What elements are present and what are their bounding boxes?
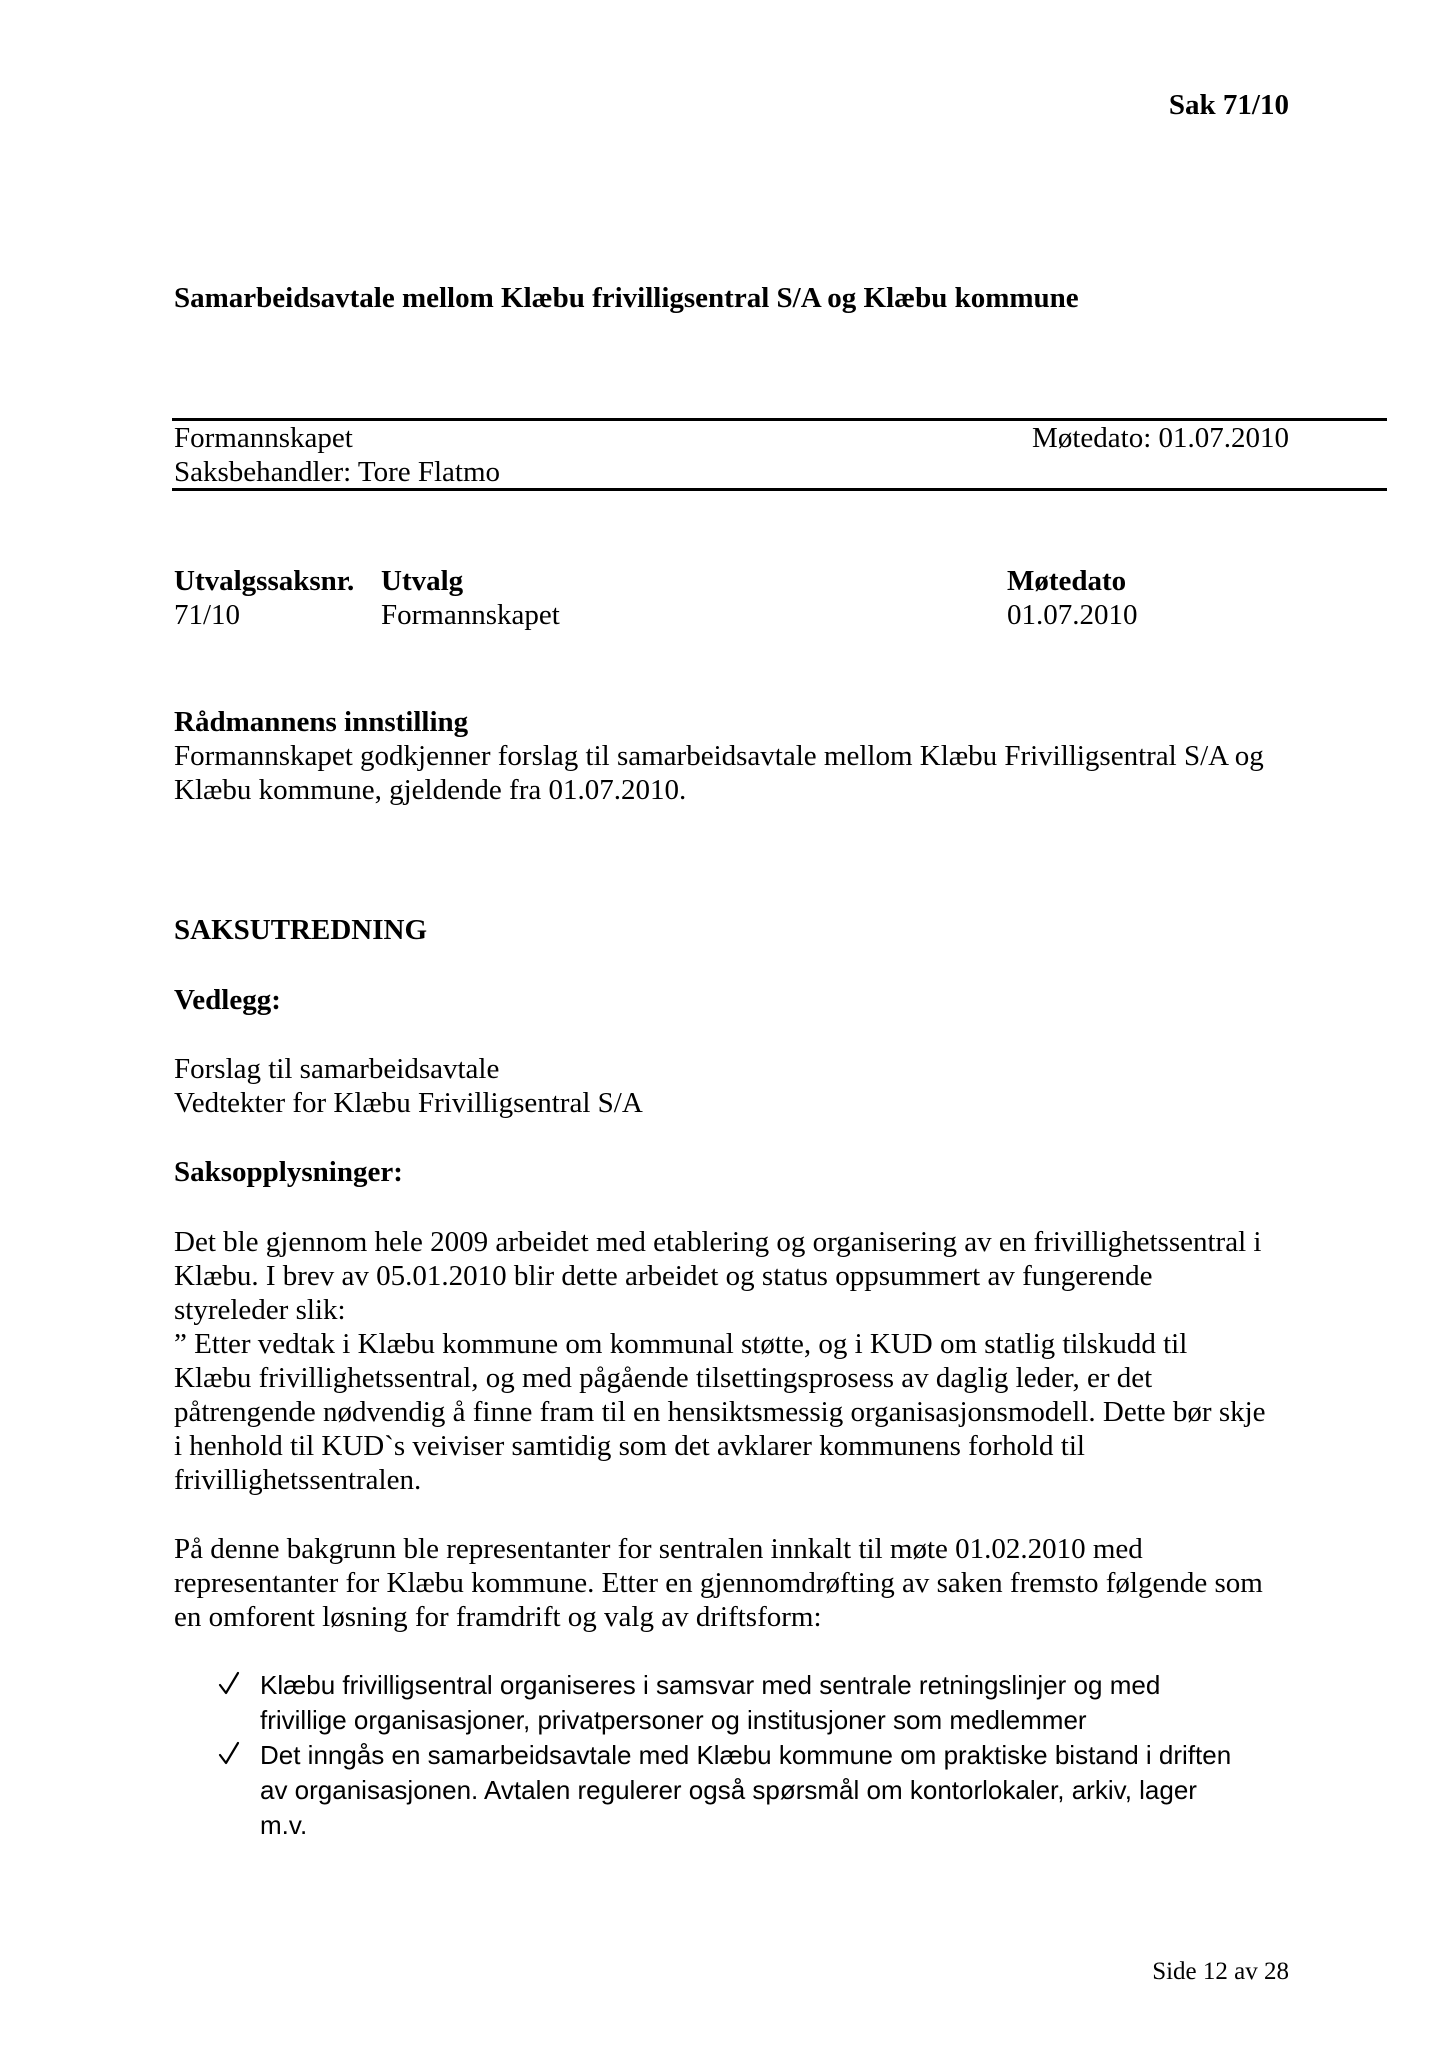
facts-heading: Saksopplysninger: <box>174 1156 403 1188</box>
paragraph-line: representanter for Klæbu kommune. Etter en gjennomdrøfting av saken fremsto følgende som <box>174 1567 1263 1599</box>
table-cell-case-number: 71/10 <box>174 599 241 631</box>
checklist-line: Det inngås en samarbeidsavtale med Klæbu kommune om praktiske bistand i driften <box>260 1740 1232 1770</box>
case-handler: Saksbehandler: Tore Flatmo <box>174 456 501 488</box>
table-header-meeting-date: Møtedato <box>1007 565 1127 597</box>
section-heading: SAKSUTREDNING <box>174 914 427 946</box>
paragraph-line: Det ble gjennom hele 2009 arbeidet med etablering og organisering av en frivillighetssentral i <box>174 1226 1262 1258</box>
paragraph-line: påtrengende nødvendig å finne fram til en hensiktsmessig organisasjonsmodell. Dette bør skje <box>174 1396 1266 1428</box>
table-header-case-number: Utvalgssaksnr. <box>174 565 355 597</box>
check-icon <box>218 1738 240 1768</box>
paragraph-line: På denne bakgrunn ble representanter for sentralen innkalt til møte 01.02.2010 med <box>174 1533 1143 1565</box>
paragraph-line: Klæbu. I brev av 05.01.2010 blir dette arbeidet og status oppsummert av fungerende <box>174 1260 1153 1292</box>
attachment-item: Forslag til samarbeidsavtale <box>174 1053 500 1085</box>
paragraph-line: i henhold til KUD`s veiviser samtidig som det avklarer kommunens forhold til <box>174 1430 1085 1462</box>
page-number: Side 12 av 28 <box>1152 1958 1289 1985</box>
paragraph-line: en omforent løsning for framdrift og valg av driftsform: <box>174 1601 822 1633</box>
checklist-line: Klæbu frivilligsentral organiseres i samsvar med sentrale retningslinjer og med <box>260 1670 1161 1700</box>
table-cell-meeting-date: 01.07.2010 <box>1007 599 1138 631</box>
case-number: Sak 71/10 <box>1168 89 1289 121</box>
attachment-item: Vedtekter for Klæbu Frivilligsentral S/A <box>174 1087 643 1119</box>
committee-name: Formannskapet <box>174 422 353 454</box>
check-icon <box>218 1668 240 1698</box>
checklist-line: frivillige organisasjoner, privatpersoner og institusjoner som medlemmer <box>260 1705 1087 1735</box>
paragraph-line: frivillighetssentralen. <box>174 1464 422 1496</box>
recommendation-heading: Rådmannens innstilling <box>174 706 469 738</box>
paragraph-line: ” Etter vedtak i Klæbu kommune om kommunal støtte, og i KUD om statlig tilskudd til <box>174 1328 1188 1360</box>
paragraph-line: styreleder slik: <box>174 1294 346 1326</box>
checklist-line: av organisasjonen. Avtalen regulerer også spørsmål om kontorlokaler, arkiv, lager <box>260 1775 1197 1805</box>
table-cell-committee: Formannskapet <box>381 599 560 631</box>
recommendation-line: Klæbu kommune, gjeldende fra 01.07.2010. <box>174 774 687 806</box>
checklist-line: m.v. <box>260 1810 308 1840</box>
meeting-date: Møtedato: 01.07.2010 <box>1032 422 1289 454</box>
table-header-committee: Utvalg <box>381 565 464 597</box>
document-title: Samarbeidsavtale mellom Klæbu frivilligsentral S/A og Klæbu kommune <box>174 282 1079 314</box>
paragraph-line: Klæbu frivillighetssentral, og med pågående tilsettingsprosess av daglig leder, er det <box>174 1362 1153 1394</box>
attachments-heading: Vedlegg: <box>174 984 281 1016</box>
recommendation-line: Formannskapet godkjenner forslag til samarbeidsavtale mellom Klæbu Frivilligsentral S/A og <box>174 740 1264 772</box>
divider-bottom <box>172 488 1387 491</box>
